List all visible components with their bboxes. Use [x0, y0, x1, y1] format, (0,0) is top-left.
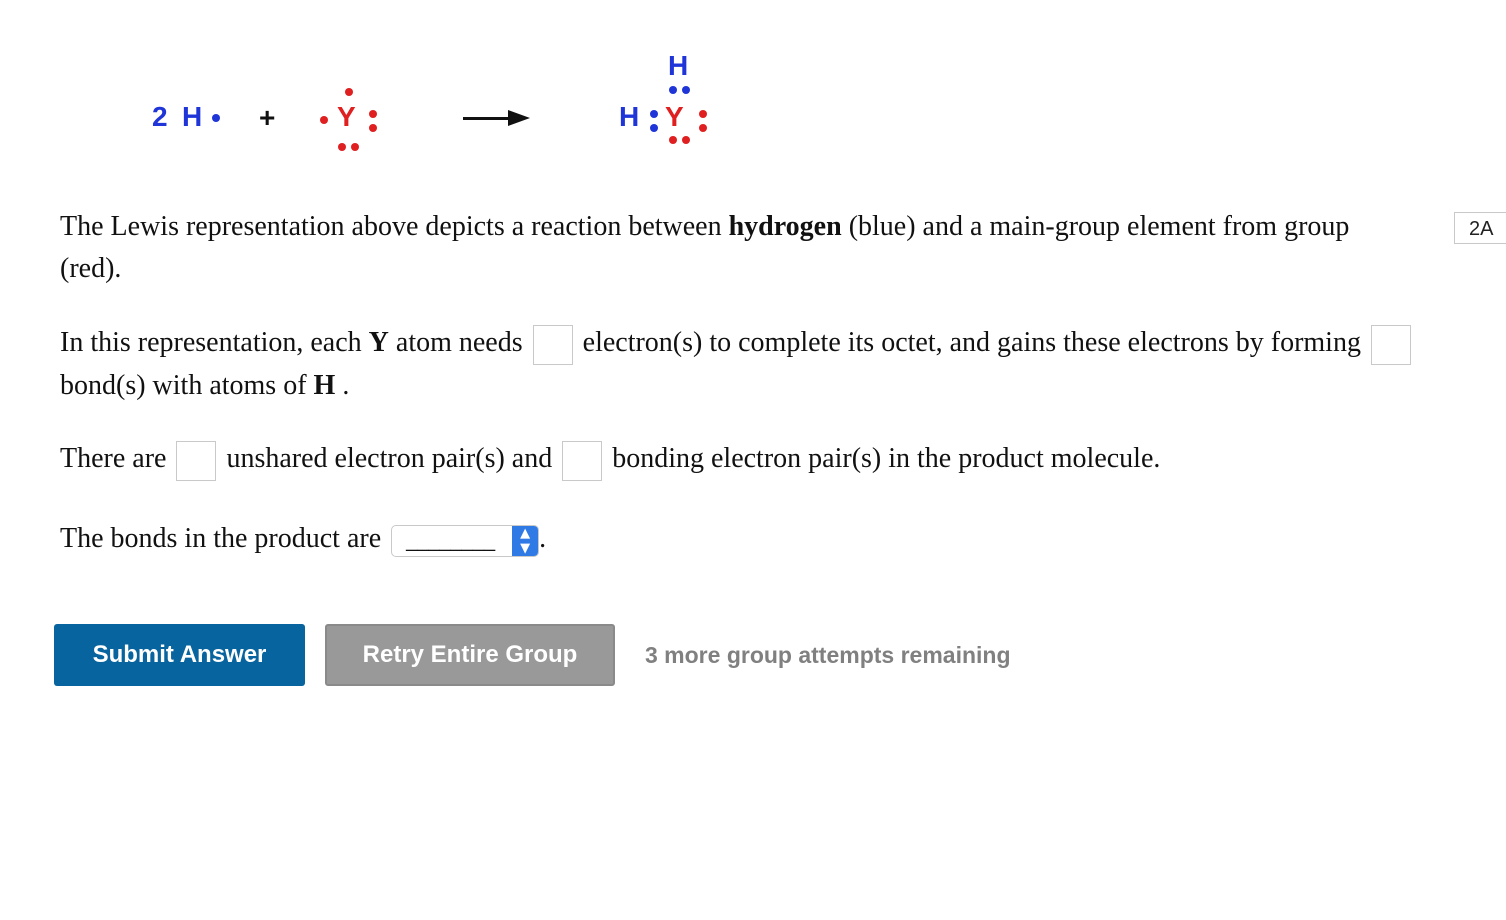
y-electron-dot-right1 [369, 110, 377, 118]
bonding-pairs-input[interactable] [562, 441, 602, 481]
y-electron-dot-left [320, 116, 328, 124]
y-electron-dot-top [345, 88, 353, 96]
bonds-formed-input[interactable] [1371, 325, 1411, 365]
y-symbol: Y [337, 101, 356, 132]
y-electron-dot-bottom2 [351, 143, 359, 151]
plus-sign: + [259, 102, 276, 133]
product-y: Y [665, 101, 684, 132]
bond-dot-left1 [650, 110, 658, 118]
electrons-needed-input[interactable] [533, 325, 573, 365]
product-top-hydrogen: H [668, 50, 689, 81]
attempts-remaining-text: 3 more group attempts remaining [645, 642, 1011, 668]
bond-dot-top1 [669, 86, 677, 94]
hydrogen-symbol: H [182, 101, 203, 132]
question-intro: The Lewis representation above depicts a reaction between hydrogen (blue) and a main-group element from group (red). [60, 211, 1350, 284]
bond-type-select[interactable] [391, 525, 539, 557]
retry-group-button[interactable]: Retry Entire Group [325, 624, 615, 686]
product-y-dot-right2 [699, 124, 707, 132]
chevron-updown-icon[interactable]: ▲ ▼ [512, 526, 538, 556]
bond-type-selected-value: ________ [406, 529, 496, 552]
product-y-dot-bottom1 [669, 136, 677, 144]
reaction-arrow-icon [508, 110, 530, 126]
product-y-dot-bottom2 [682, 136, 690, 144]
submit-answer-button[interactable]: Submit Answer [54, 624, 305, 686]
y-electron-dot-bottom1 [338, 143, 346, 151]
question-electron-pairs: There are unshared electron pair(s) and bonding electron pair(s) in the product molecule. [60, 438, 1160, 481]
y-electron-dot-right2 [369, 124, 377, 132]
reaction-arrow-line [463, 117, 513, 120]
unshared-pairs-input[interactable] [176, 441, 216, 481]
hydrogen-electron-dot [212, 114, 220, 122]
question-octet: In this representation, each Y atom needs electron(s) to complete its octet, and gains these electrons by forming bond(s) with atoms of H . [60, 322, 1411, 407]
coefficient: 2 [152, 101, 168, 132]
hydrogen-bold: hydrogen [728, 211, 842, 242]
product-left-hydrogen: H [619, 101, 640, 132]
group-answer-field[interactable]: 2A [1454, 212, 1506, 244]
product-y-dot-right1 [699, 110, 707, 118]
bond-dot-left2 [650, 124, 658, 132]
bond-dot-top2 [682, 86, 690, 94]
question-bond-type: The bonds in the product are ________ ▲ ▼ . [60, 523, 547, 556]
